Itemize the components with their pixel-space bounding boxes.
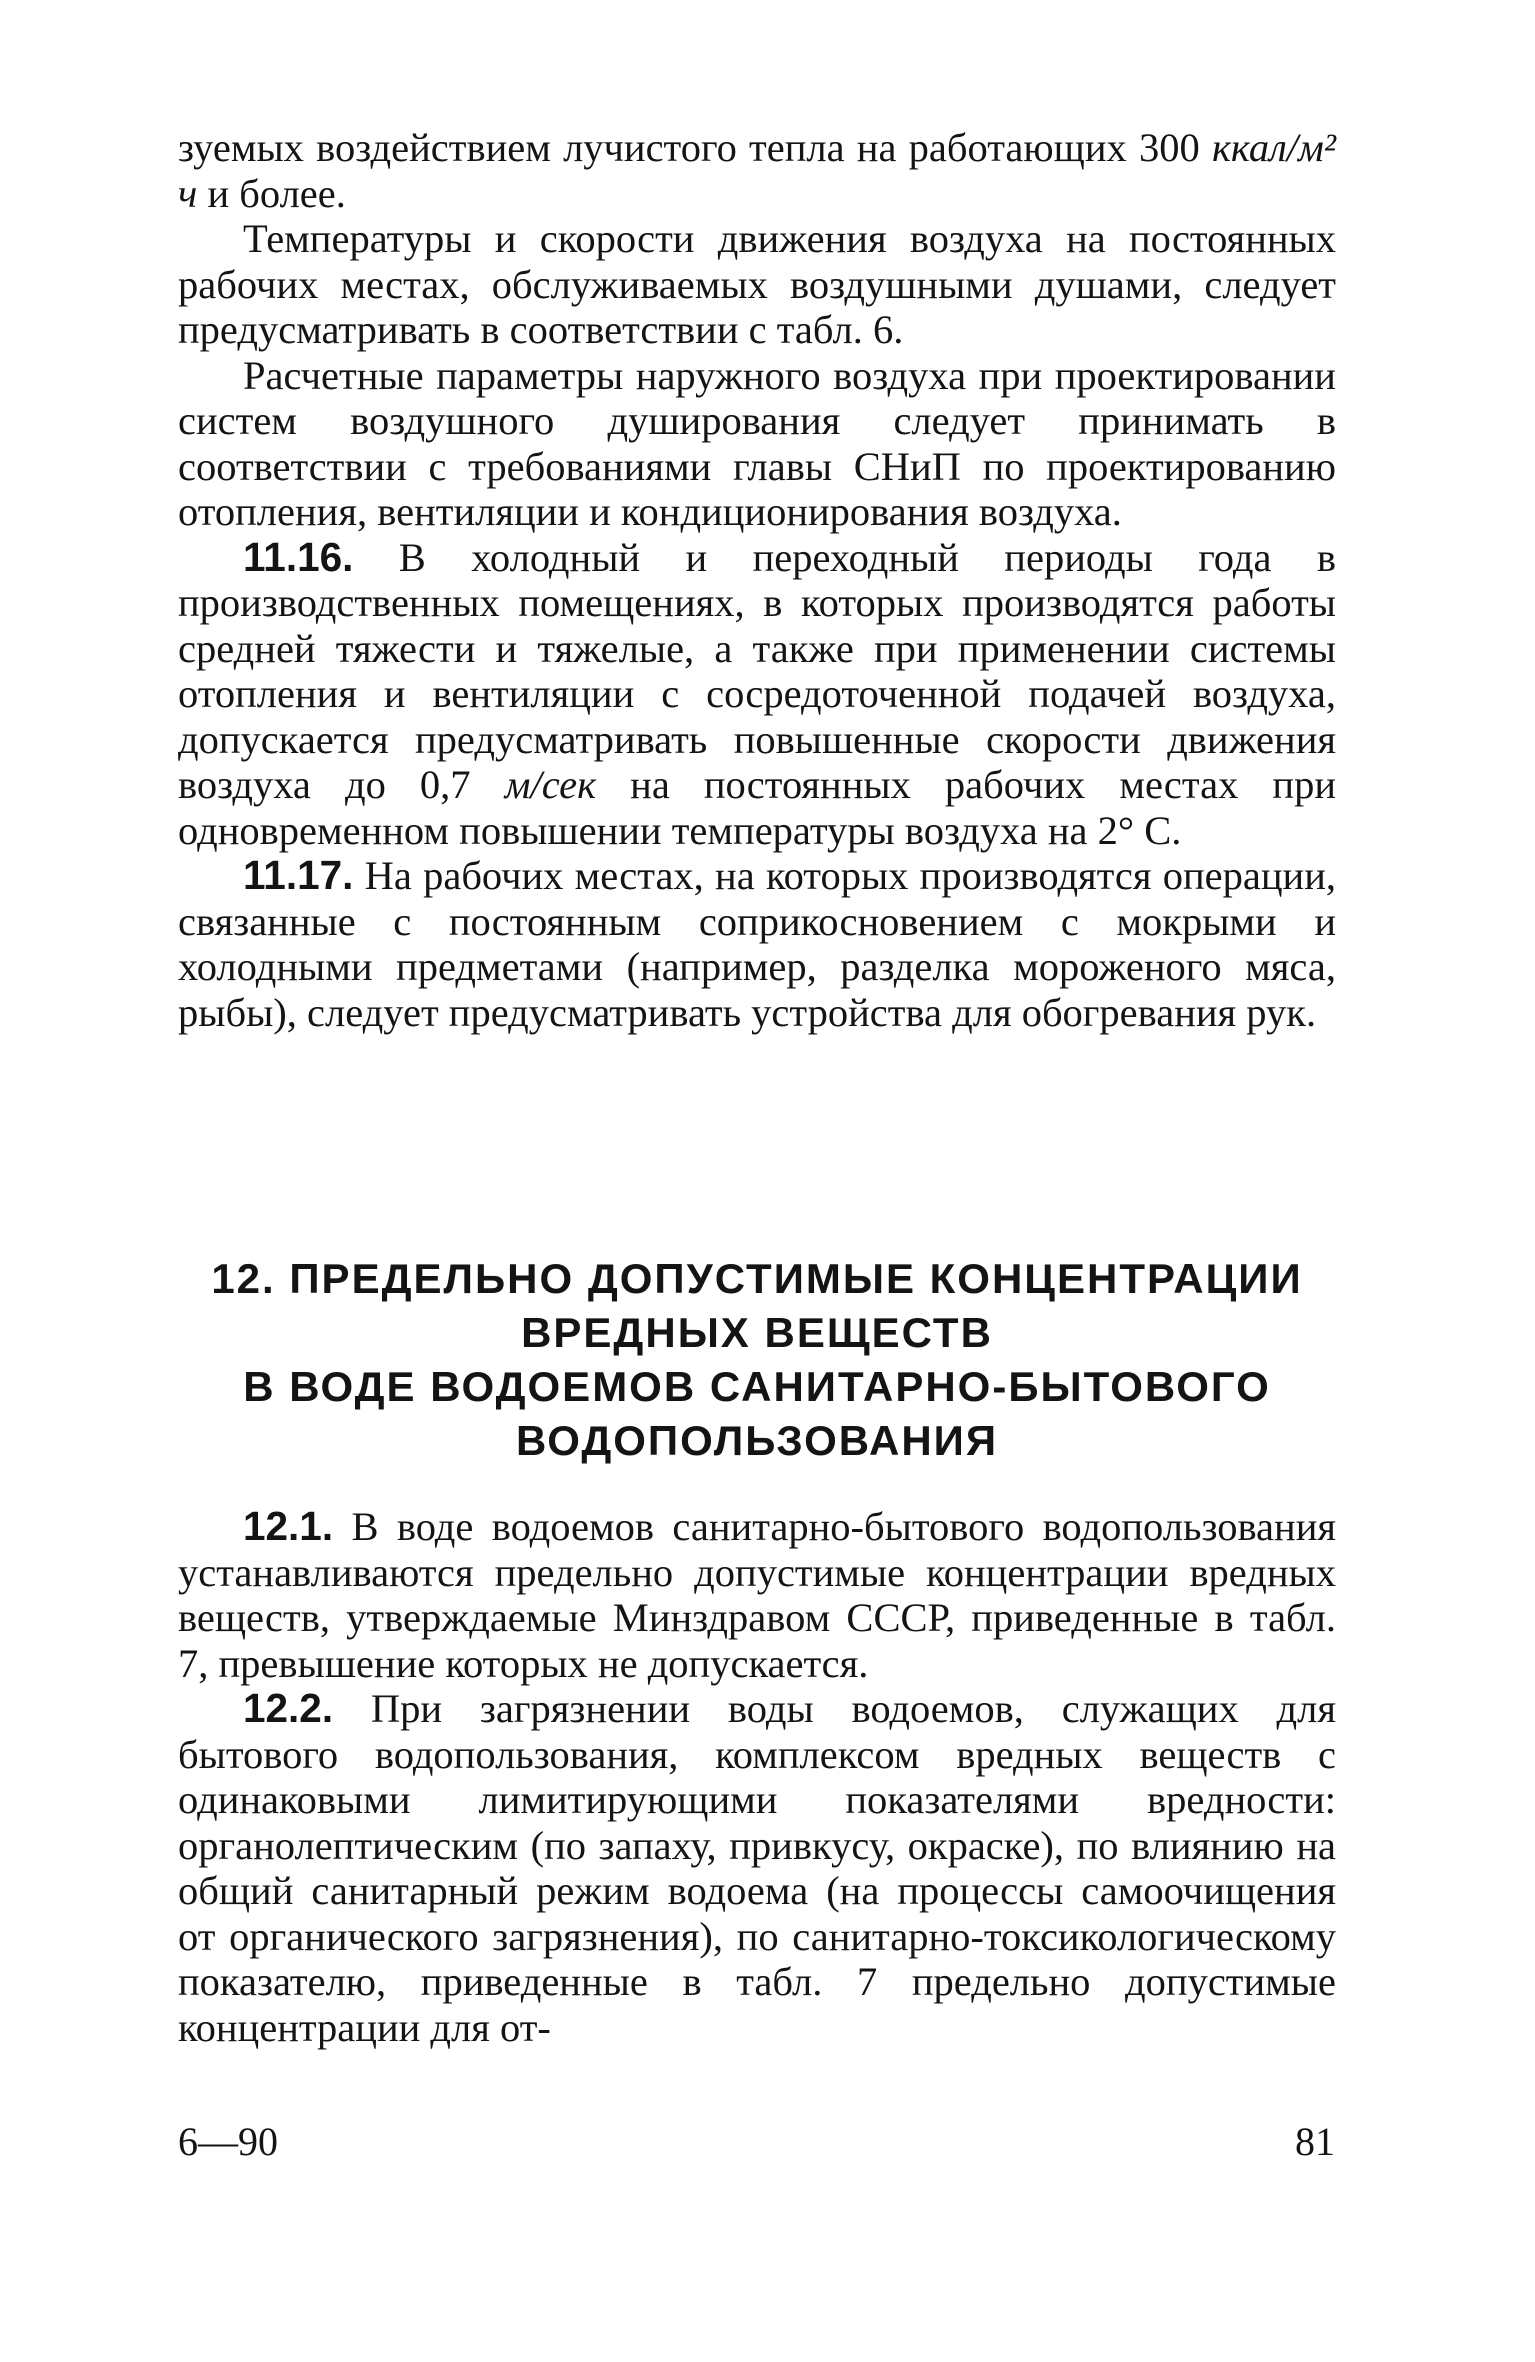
- text-block-top: [178, 125, 1336, 1035]
- clause-number: 12.1.: [243, 1503, 334, 1549]
- paragraph-outdoor-parameters: Расчетные параметры наружного воздуха при проектировании систем воздушного душирования следует принимать в соответствии с требованиями главы СНиП по проектированию отопления, вентиляции и кондиционирования воздуха.: [178, 352, 1336, 534]
- paragraph-11-17: 11.17. На рабочих местах, на которых производятся операции, связанные с постоянным соприкосновением с мокрыми и холодными предметами (например, разделка мороженого мяса, рыбы), следует предусматривать устройства для обогревания рук.: [178, 852, 1336, 1035]
- heading-line: В ВОДЕ ВОДОЕМОВ САНИТАРНО-БЫТОВОГО: [243, 1363, 1271, 1410]
- unit-italic: ккал/м² ч: [178, 125, 1336, 216]
- paragraph-continued: зуемых воздействием лучистого тепла на работающих 300 ккал/м² ч и более.: [178, 125, 1336, 216]
- clause-number: 12.2.: [243, 1685, 334, 1731]
- paragraph-12-1: 12.1. В воде водоемов санитарно-бытового водопользования устанавливаются предельно допустимые концентрации вредных веществ, утверждаемые Минздравом СССР, приведенные в табл. 7, превышение которых не допускается.: [178, 1503, 1336, 1686]
- paragraph-11-16: 11.16. В холодный и переходный периоды года в производственных помещениях, в которых производятся работы средней тяжести и тяжелые, а также при применении системы отопления и вентиляции с сосредоточенной подачей воздуха, допускается предусматривать повышенные скорости движения воздуха до 0,7 м/сек на постоянных рабочих местах при одновременном повышении температуры воздуха на 2° С.: [178, 533, 1336, 853]
- text-block-bottom: [178, 1504, 1336, 2050]
- heading-line: ВРЕДНЫХ ВЕЩЕСТВ: [521, 1309, 993, 1356]
- paragraph-12-2: 12.2. При загрязнении воды водоемов, служащих для бытового водопользования, комплексом вредных веществ с одинаковыми лимитирующими показателями вредности: органолептическим (по запаху, привкусу, окраске), по влиянию на общий санитарный режим водоема (на процессы самоочищения от органического загрязнения), по санитарно-токсикологическому показателю, приведенные в табл. 7 предельно допустимые концентрации для от-: [178, 1685, 1336, 2050]
- heading-line: 12. ПРЕДЕЛЬНО ДОПУСТИМЫЕ КОНЦЕНТРАЦИИ: [211, 1255, 1303, 1302]
- heading-line: ВОДОПОЛЬЗОВАНИЯ: [515, 1417, 999, 1464]
- section-heading: [178, 1252, 1336, 1468]
- signature-mark: 6—90: [178, 2119, 278, 2164]
- unit-italic: м/сек: [504, 762, 597, 807]
- page-number: 81: [1295, 2119, 1335, 2164]
- paragraph-air-showers: Температуры и скорости движения воздуха на постоянных рабочих местах, обслуживаемых воздушными душами, следует предусматривать в соответствии с табл. 6.: [178, 216, 1336, 352]
- clause-number: 11.16.: [243, 533, 354, 580]
- clause-number: 11.17.: [243, 852, 354, 898]
